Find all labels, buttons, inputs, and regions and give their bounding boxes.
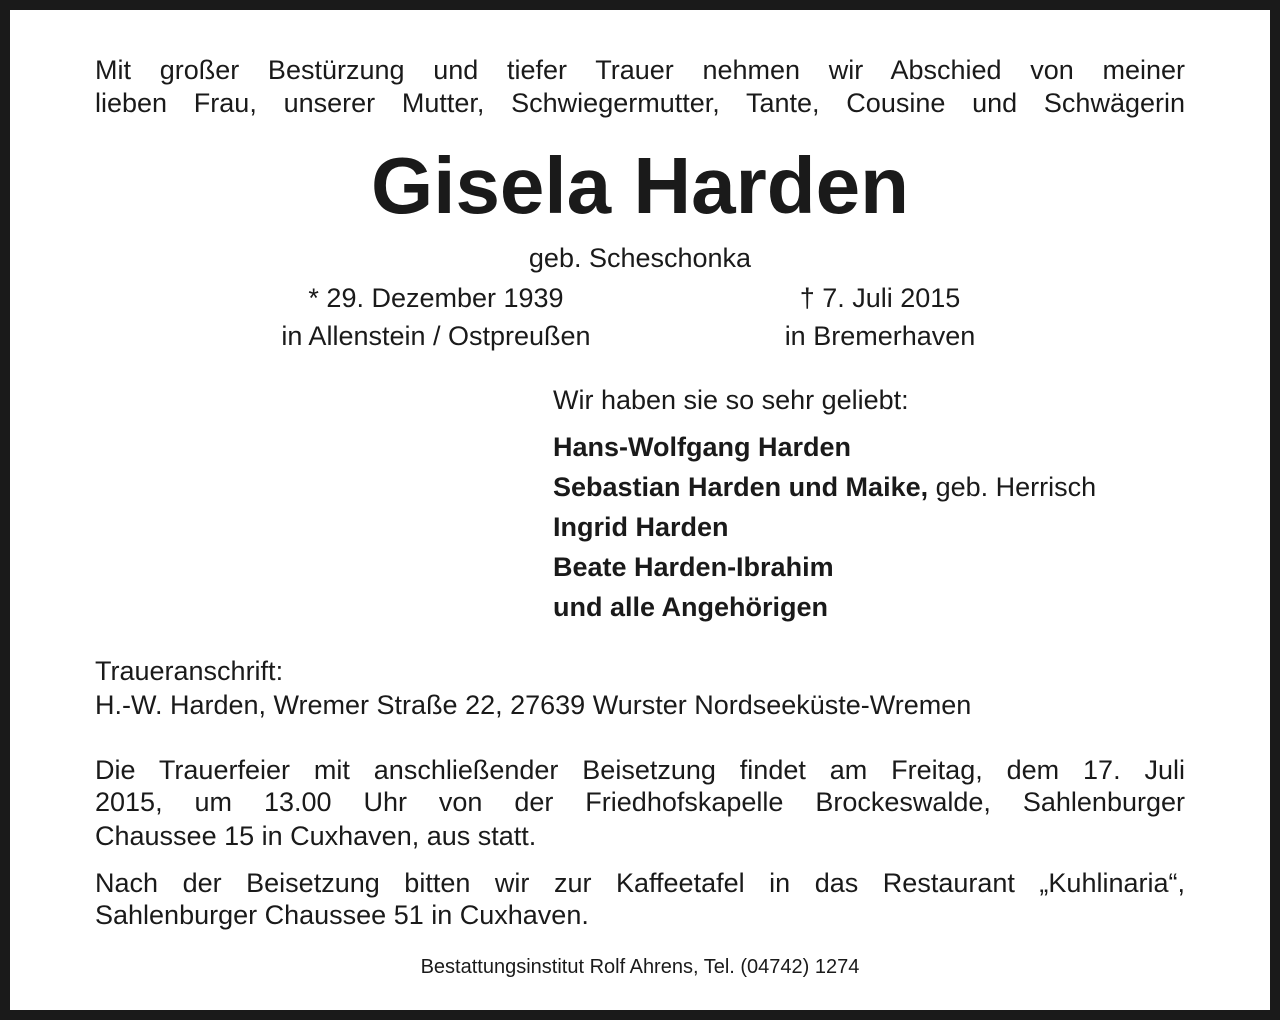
death-place: in Bremerhaven bbox=[784, 321, 976, 351]
mourners-heading: Wir haben sie so sehr geliebt: bbox=[553, 385, 909, 415]
funeral-home-footer: Bestattungsinstitut Rolf Ahrens, Tel. (04742) 1274 bbox=[420, 956, 860, 978]
mourner-name-bold: Hans-Wolfgang Harden bbox=[553, 432, 852, 462]
reception-line-2: Sahlenburger Chaussee 51 in Cuxhaven. bbox=[95, 900, 589, 930]
deceased-name: Gisela Harden bbox=[370, 141, 909, 230]
mourner-name bbox=[553, 551, 834, 583]
intro-line-1: Mit großer Bestürzung und tiefer Trauer nehmen wir Abschied von meiner bbox=[95, 55, 1185, 85]
birth-date: * 29. Dezember 1939 bbox=[308, 283, 564, 313]
address-value: H.-W. Harden, Wremer Straße 22, 27639 Wurster Nordseeküste-Wremen bbox=[95, 690, 972, 720]
birth-place: in Allenstein / Ostpreußen bbox=[281, 321, 591, 351]
mourner-name-bold: Ingrid Harden bbox=[553, 512, 729, 542]
mourner-name bbox=[553, 431, 851, 463]
ceremony-line-2: 2015, um 13.00 Uhr von der Friedhofskapelle Brockeswalde, Sahlenburger bbox=[95, 787, 1185, 817]
intro-line-2: lieben Frau, unserer Mutter, Schwiegermutter, Tante, Cousine und Schwägerin bbox=[95, 88, 1185, 118]
mourner-name bbox=[553, 511, 729, 543]
address-label: Traueranschrift: bbox=[95, 656, 284, 686]
ceremony-line-3: Chaussee 15 in Cuxhaven, aus statt. bbox=[95, 821, 537, 851]
mourner-name-bold: und alle Angehörigen bbox=[553, 592, 829, 622]
mourner-name bbox=[553, 591, 828, 623]
death-date: † 7. Juli 2015 bbox=[799, 283, 961, 313]
reception-line-1: Nach der Beisetzung bitten wir zur Kaffeetafel in das Restaurant „Kuhlinaria“, bbox=[95, 868, 1185, 898]
mourner-name-suffix: geb. Herrisch bbox=[928, 472, 1097, 502]
death-block bbox=[750, 279, 1010, 355]
mourner-name-bold: Beate Harden-Ibrahim bbox=[553, 552, 834, 582]
birth-block bbox=[246, 279, 626, 355]
mourner-name-bold: Sebastian Harden und Maike, bbox=[553, 472, 929, 502]
maiden-name: geb. Scheschonka bbox=[528, 243, 752, 273]
mourner-name bbox=[553, 471, 1096, 503]
ceremony-line-1: Die Trauerfeier mit anschließender Beisetzung findet am Freitag, dem 17. Juli bbox=[95, 755, 1185, 785]
